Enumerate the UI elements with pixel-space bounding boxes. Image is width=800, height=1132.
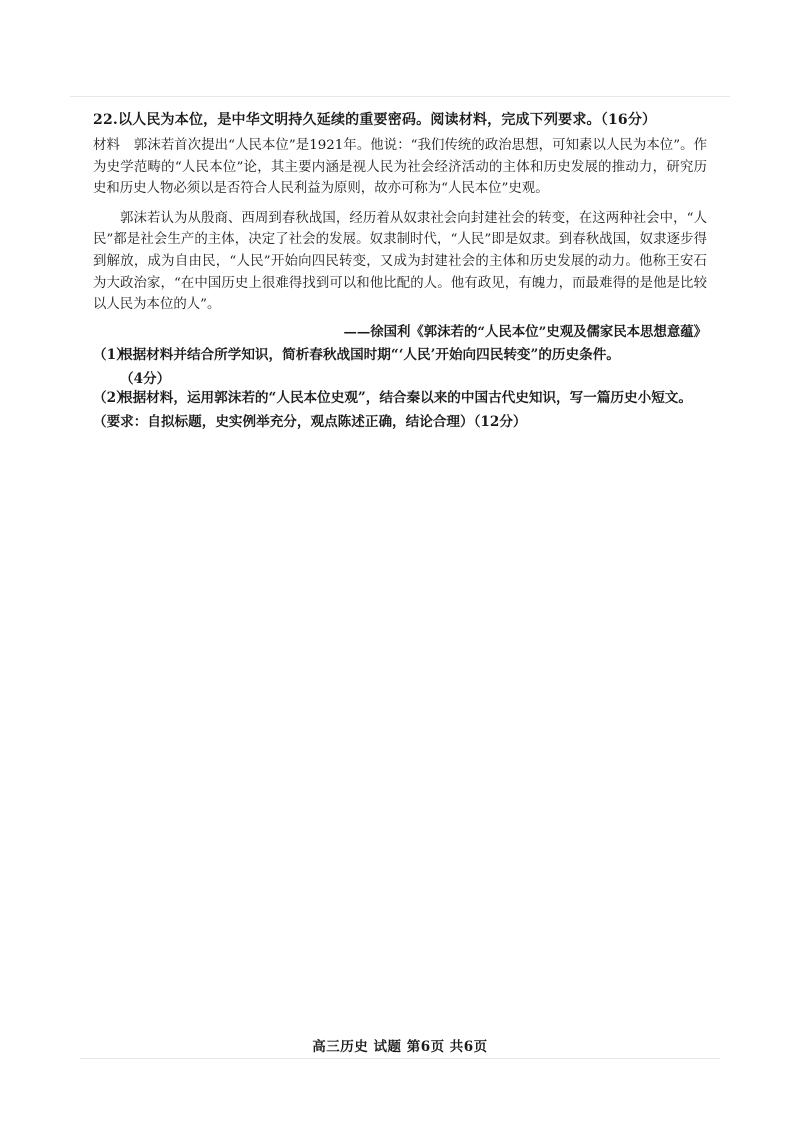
material-paragraph-1 — [93, 135, 707, 200]
sub-question-1-score: （4分） — [120, 371, 171, 387]
material-paragraph-2: 郭沫若认为从殷商、西周到春秋战国，经历着从奴隶社会向封建社会的转变，在这两种社会中，“人民”都是社会生产的主体，决定了社会的发展。奴隶制时代，“人民”即是奴隶。到春秋战国，奴隶逐步得到解放，成为自由民，“人民”开始向四民转变，又成为封建社会的主体和历史发展的动力。他称王安石为大政治家，“在中国历史上很难得找到可以和他比配的人。他有政见，有魄力，而最难得的是他是比较以人民为本位的人”。 — [93, 210, 707, 313]
scan-artifact-line — [80, 1058, 720, 1059]
question-title: 22.以人民为本位，是中华文明持久延续的重要密码。阅读材料，完成下列要求。（16分） — [93, 112, 657, 128]
scan-artifact-line — [70, 96, 730, 97]
sub-question-1-text: 根据材料并结合所学知识，简析春秋战国时期“‘人民’开始向四民转变”的历史条件。 — [119, 347, 620, 363]
material-source: ——徐国利《郭沫若的“人民本位”史观及儒家民本思想意蕴》 — [343, 324, 707, 340]
sub-question-2-number: （2） — [93, 390, 130, 406]
page-footer: 高三历史 试题 第6页 共6页 — [312, 1039, 488, 1055]
sub-question-1 — [93, 343, 707, 391]
sub-question-1-number: （1） — [93, 347, 130, 363]
sub-question-2-text: 根据材料，运用郭沫若的“人民本位史观”，结合秦以来的中国古代史知识，写一篇历史小短文。（要求：自拟标题，史实例举充分，观点陈述正确，结论合理）（12分） — [93, 390, 692, 430]
material-label: 材料 — [93, 138, 120, 153]
sub-question-2 — [93, 386, 707, 434]
material-block — [93, 135, 707, 316]
material-paragraph-1-text: 郭沫若首次提出“人民本位”是1921年。他说：“我们传统的政治思想，可知素以人民为本位”。作为史学范畴的“人民本位”论，其主要内涵是视人民为社会经济活动的主体和历史发展的推动力，研究历史和历史人物必须以是否符合人民利益为原则，故亦可称为“人民本位”史观。 — [93, 138, 707, 197]
